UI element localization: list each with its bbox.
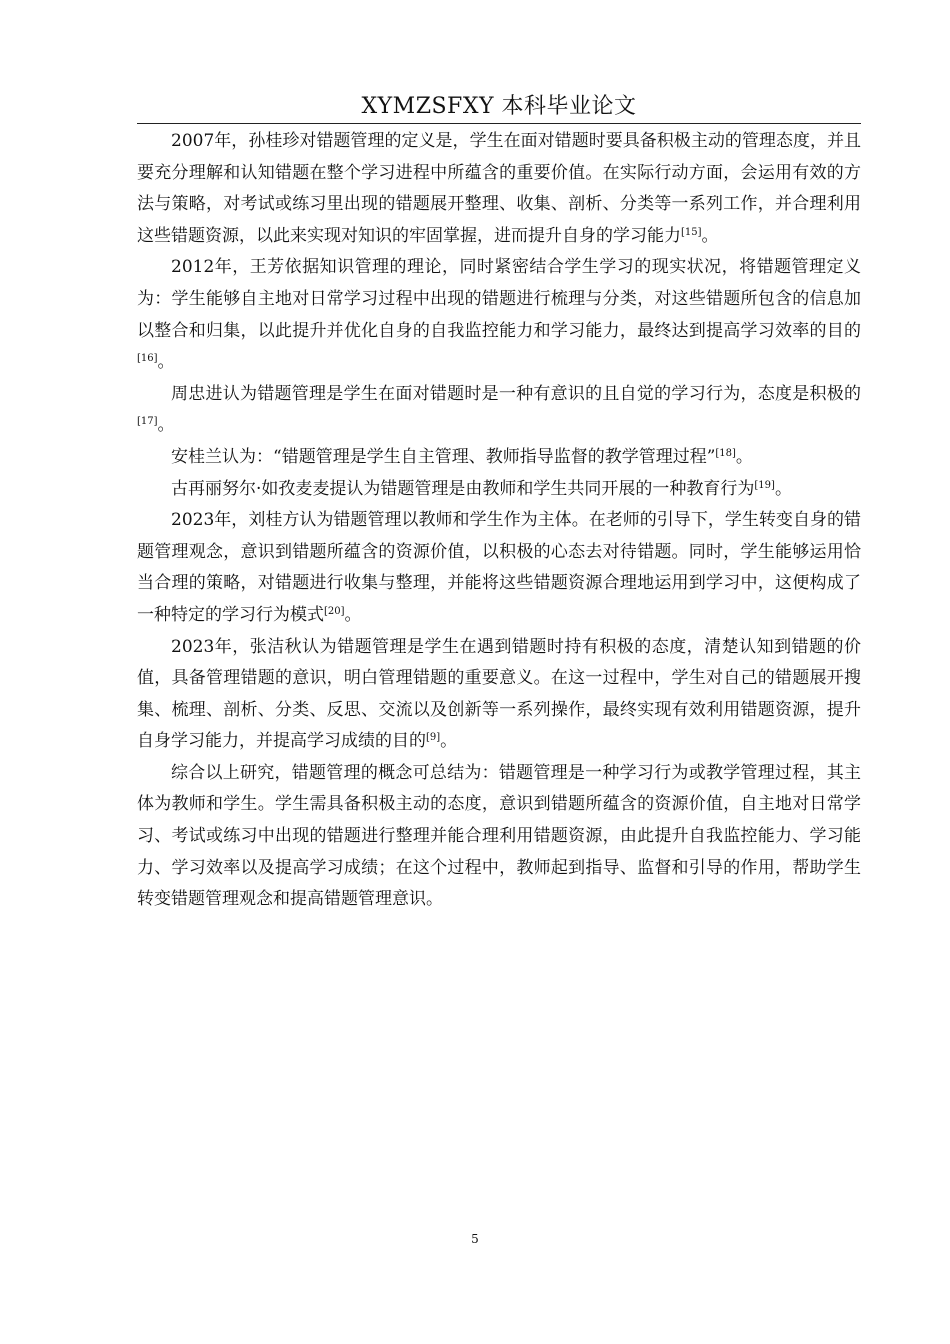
paragraph-end: 。	[157, 352, 175, 373]
paragraph-text: 周忠进认为错题管理是学生在面对错题时是一种有意识的且自觉的学习行为，态度是积极的	[171, 383, 861, 404]
paragraph-end: 。	[735, 446, 753, 467]
paragraph-end: 。	[774, 478, 792, 499]
paragraph	[137, 474, 861, 506]
paragraph-text: 古再丽努尔·如孜麦麦提认为错题管理是由教师和学生共同开展的一种教育行为	[171, 478, 755, 499]
paragraph	[137, 379, 861, 442]
citation: [9]	[426, 732, 441, 744]
header-divider	[137, 123, 861, 124]
citation: [15]	[681, 226, 702, 238]
paragraph	[137, 505, 861, 631]
paragraph-text: 安桂兰认为：“错题管理是学生自主管理、教师指导监督的教学管理过程”	[171, 446, 716, 467]
paragraph-end: 。	[344, 604, 362, 625]
citation: [19]	[754, 479, 775, 491]
paragraph	[137, 632, 861, 758]
paragraph-end: 。	[701, 225, 719, 246]
page-header-title: XYMZSFXY 本科毕业论文	[361, 94, 637, 119]
paragraph	[137, 758, 861, 916]
page-number: 5	[471, 1232, 479, 1246]
paragraph-text: 2007年，孙桂珍对错题管理的定义是，学生在面对错题时要具备积极主动的管理态度，并且要充分理解和认知错题在整个学习进程中所蕴含的重要价值。在实际行动方面，会运用有效的方法与策略，对考试或练习里出现的错题展开整理、收集、剖析、分类等一系列工作，并合理利用这些错题资源，以此来实现对知识的牢固掌握，进而提升自身的学习能力	[137, 131, 861, 246]
citation: [17]	[137, 416, 158, 428]
paragraph	[137, 126, 861, 252]
paragraph	[137, 442, 861, 474]
body-text	[137, 126, 861, 916]
paragraph-end: 。	[440, 731, 458, 752]
paragraph	[137, 252, 861, 378]
citation: [16]	[137, 353, 158, 365]
paragraph-text: 2023年，刘桂方认为错题管理以教师和学生作为主体。在老师的引导下，学生转变自身的错题管理观念，意识到错题所蕴含的资源价值，以积极的心态去对待错题。同时，学生能够运用恰当合理的策略，对错题进行收集与整理，并能将这些错题资源合理地运用到学习中，这便构成了一种特定的学习行为模式	[137, 510, 861, 625]
citation: [20]	[324, 605, 345, 617]
paragraph-text: 2012年，王芳依据知识管理的理论，同时紧密结合学生学习的现实状况，将错题管理定义为：学生能够自主地对日常学习过程中出现的错题进行梳理与分类，对这些错题所包含的信息加以整合和归集，以此提升并优化自身的自我监控能力和学习能力，最终达到提高学习效率的目的	[137, 257, 861, 341]
paragraph-text: 综合以上研究，错题管理的概念可总结为：错题管理是一种学习行为或教学管理过程，其主体为教师和学生。学生需具备积极主动的态度，意识到错题所蕴含的资源价值，自主地对日常学习、考试或练习中出现的错题进行整理并能合理利用错题资源，由此提升自我监控能力、学习能力、学习效率以及提高学习成绩；在这个过程中，教师起到指导、监督和引导的作用，帮助学生转变错题管理观念和提高错题管理意识。	[137, 762, 861, 910]
paragraph-text: 2023年，张洁秋认为错题管理是学生在遇到错题时持有积极的态度，清楚认知到错题的价值，具备管理错题的意识，明白管理错题的重要意义。在这一过程中，学生对自己的错题展开搜集、梳理、剖析、分类、反思、交流以及创新等一系列操作，最终实现有效利用错题资源，提升自身学习能力，并提高学习成绩的目的	[137, 636, 861, 752]
paragraph-end: 。	[157, 415, 175, 436]
citation: [18]	[715, 447, 736, 459]
